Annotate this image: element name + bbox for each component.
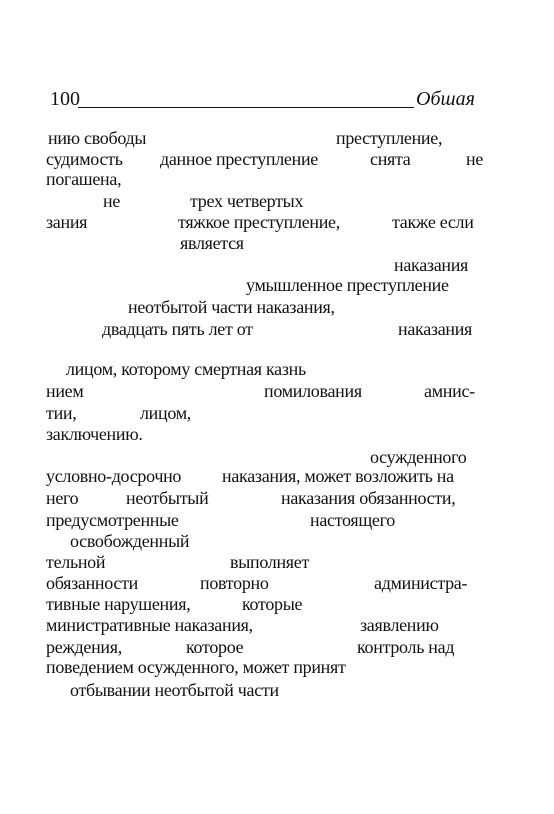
text-fragment: неотбытый <box>126 488 209 508</box>
text-fragment: наказания, может возложить на <box>222 466 454 486</box>
header-rule <box>78 107 414 108</box>
text-line-3 <box>46 168 486 190</box>
text-fragment: неотбытой части наказания, <box>128 297 335 317</box>
text-fragment: также если <box>392 212 474 232</box>
text-fragment: помилования <box>264 381 362 401</box>
text-line-1 <box>46 127 486 149</box>
text-fragment: министративные наказания, <box>46 615 253 635</box>
text-fragment: зания <box>46 212 88 232</box>
text-fragment: освобожденный <box>70 531 190 551</box>
text-line-18 <box>46 509 486 531</box>
text-fragment: амнис- <box>424 381 475 401</box>
text-fragment: которое <box>186 637 244 657</box>
text-line-14 <box>46 423 486 445</box>
text-fragment: контроль над <box>357 637 455 657</box>
text-line-19 <box>46 530 486 552</box>
text-fragment: не <box>466 149 484 169</box>
text-fragment: реждения, <box>46 637 122 657</box>
page-header <box>46 88 488 114</box>
text-line-2 <box>46 148 486 170</box>
text-line-9 <box>46 296 486 318</box>
text-fragment: является <box>180 233 244 253</box>
text-fragment: условно-досрочно <box>46 466 182 486</box>
text-fragment: трех четвертых <box>190 191 304 211</box>
text-fragment: тивные нарушения, <box>46 594 191 614</box>
text-line-26 <box>46 679 486 701</box>
text-line-25 <box>46 656 486 678</box>
text-fragment: нием <box>46 381 84 401</box>
text-line-7 <box>46 254 486 276</box>
text-fragment: повторно <box>200 573 269 593</box>
text-line-22 <box>46 593 486 615</box>
text-fragment: умышленное преступление <box>246 275 449 295</box>
text-fragment: наказания <box>398 319 473 339</box>
text-line-16 <box>46 465 486 487</box>
text-fragment: нию свободы <box>48 128 147 148</box>
text-fragment: поведением осужденного, может принят <box>46 657 346 677</box>
text-fragment: заключению. <box>46 424 143 444</box>
text-line-5 <box>46 211 486 233</box>
text-line-21 <box>46 572 486 594</box>
text-fragment: отбывании неотбытой части <box>70 680 279 700</box>
text-fragment: заявлению <box>360 615 439 635</box>
text-fragment: наказания обязанности, <box>281 488 456 508</box>
text-fragment: данное преступление <box>160 149 318 169</box>
text-line-12 <box>46 380 486 402</box>
text-fragment: которые <box>242 594 303 614</box>
text-fragment: администра- <box>374 573 468 593</box>
text-fragment: судимость <box>46 149 123 169</box>
text-fragment: него <box>46 488 79 508</box>
text-line-8 <box>46 274 486 296</box>
text-line-10 <box>46 318 486 340</box>
text-fragment: снята <box>370 149 411 169</box>
text-line-24 <box>46 636 486 658</box>
text-fragment: не <box>103 191 121 211</box>
text-line-11 <box>46 358 486 380</box>
text-fragment: лицом, <box>140 403 191 423</box>
text-fragment: настоящего <box>310 510 395 530</box>
text-fragment: тяжкое преступление, <box>178 212 340 232</box>
text-line-4 <box>46 190 486 212</box>
text-fragment: двадцать пять лет от <box>102 319 253 339</box>
page-number: 100 <box>50 88 80 110</box>
text-fragment: предусмотренные <box>46 510 179 530</box>
running-title: Обшая <box>416 88 475 110</box>
text-line-20 <box>46 551 486 573</box>
text-line-17 <box>46 487 486 509</box>
text-fragment: осужденного <box>370 447 467 467</box>
text-line-13 <box>46 402 486 424</box>
text-line-6 <box>46 232 486 254</box>
text-fragment: выполняет <box>230 552 310 572</box>
text-fragment: тельной <box>46 552 106 572</box>
text-fragment: лицом, которому смертная казнь <box>66 359 306 379</box>
text-fragment: наказания <box>394 255 469 275</box>
text-fragment: обязанности <box>46 573 138 593</box>
text-fragment: преступление, <box>336 128 443 148</box>
text-fragment: тии, <box>46 403 77 423</box>
text-line-23 <box>46 614 486 636</box>
text-fragment: погашена, <box>46 169 122 189</box>
